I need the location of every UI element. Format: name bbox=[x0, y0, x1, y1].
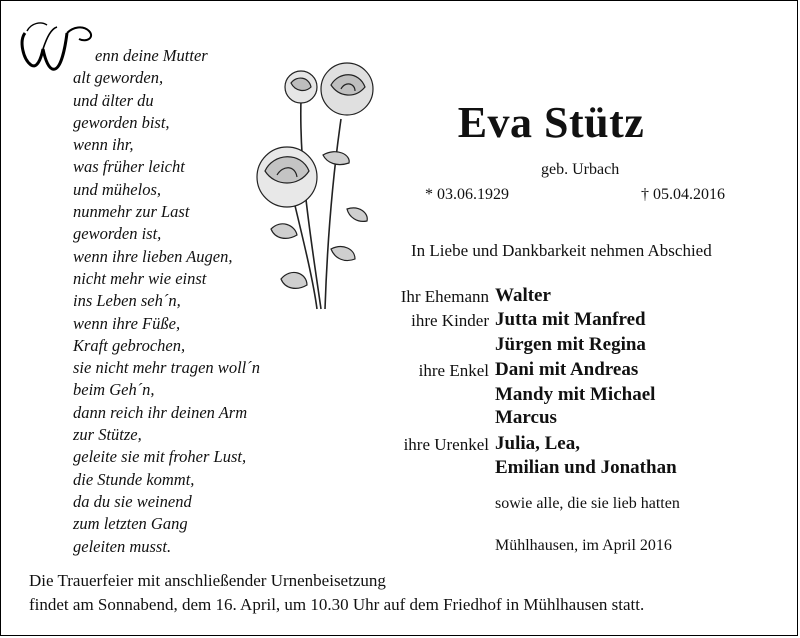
poem-line: nunmehr zur Last bbox=[73, 202, 190, 222]
funeral-notice-line: Die Trauerfeier mit anschließender Urnenbeisetzung bbox=[29, 571, 386, 590]
poem-line: enn deine Mutter bbox=[95, 46, 208, 65]
poem-line: geworden bist, bbox=[73, 112, 170, 132]
husband-label: Ihr Ehemann bbox=[400, 287, 489, 306]
grandchild-entry: Mandy mit Michael bbox=[495, 384, 656, 405]
farewell-line: In Liebe und Dankbarkeit nehmen Abschied bbox=[411, 241, 712, 260]
poem-line: ins Leben seh´n, bbox=[73, 291, 181, 311]
great-grandchild-entry: Emilian und Jonathan bbox=[495, 457, 677, 478]
poem-line: Kraft gebrochen, bbox=[73, 335, 186, 355]
poem-line: geleiten musst. bbox=[73, 536, 172, 556]
poem-line: wenn ihr, bbox=[73, 135, 134, 155]
children-label: ihre Kinder bbox=[411, 311, 489, 330]
poem-line: geworden ist, bbox=[73, 224, 162, 244]
child-entry: Jutta mit Manfred bbox=[495, 309, 646, 330]
place-date: Mühlhausen, im April 2016 bbox=[495, 537, 672, 554]
grandchild-entry: Dani mit Andreas bbox=[495, 359, 639, 380]
deceased-name: Eva Stütz bbox=[457, 98, 645, 147]
poem-line: was früher leicht bbox=[73, 157, 185, 177]
poem-line: nicht mehr wie einst bbox=[73, 268, 207, 288]
poem-line: dann reich ihr deinen Arm bbox=[73, 402, 248, 422]
poem-line: wenn ihre lieben Augen, bbox=[73, 246, 233, 266]
poem-line: da du sie weinend bbox=[73, 491, 192, 511]
maiden-name: geb. Urbach bbox=[541, 161, 620, 178]
child-entry: Jürgen mit Regina bbox=[495, 334, 646, 355]
poem-line: die Stunde kommt, bbox=[73, 469, 195, 489]
poem-line: zum letzten Gang bbox=[73, 514, 188, 534]
grandchildren-label: ihre Enkel bbox=[418, 361, 489, 380]
poem-line: und mühelos, bbox=[73, 179, 161, 199]
poem-line: wenn ihre Füße, bbox=[73, 313, 181, 333]
death-date: † 05.04.2016 bbox=[641, 186, 725, 203]
great-grandchildren-label: ihre Urenkel bbox=[403, 435, 489, 454]
funeral-notice-line: findet am Sonnabend, dem 16. April, um 10.30 Uhr auf dem Friedhof in Mühlhausen statt. bbox=[29, 595, 645, 614]
poem-line: geleite sie mit froher Lust, bbox=[73, 447, 247, 467]
husband-name: Walter bbox=[495, 285, 551, 306]
roses-illustration bbox=[251, 59, 401, 319]
also-mourners: sowie alle, die sie lieb hatten bbox=[495, 495, 680, 512]
great-grandchild-entry: Julia, Lea, bbox=[495, 433, 580, 454]
poem bbox=[73, 45, 260, 558]
birth-date: * 03.06.1929 bbox=[425, 186, 509, 203]
poem-line: alt geworden, bbox=[73, 68, 164, 88]
grandchild-entry: Marcus bbox=[495, 407, 557, 428]
poem-line: beim Geh´n, bbox=[73, 380, 155, 400]
poem-line: und älter du bbox=[73, 90, 154, 110]
poem-line: zur Stütze, bbox=[73, 425, 142, 445]
poem-line: sie nicht mehr tragen woll´n bbox=[73, 358, 260, 378]
funeral-notice bbox=[29, 569, 644, 617]
